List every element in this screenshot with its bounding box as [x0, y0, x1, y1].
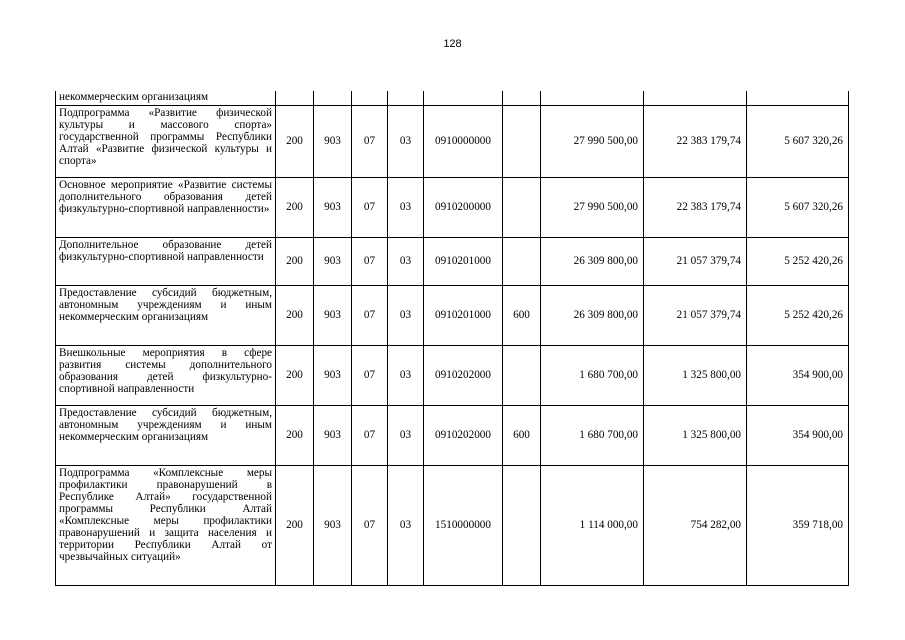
budget-table: [55, 91, 849, 586]
cell-code: 903: [314, 345, 352, 405]
cell-expense-type: [503, 105, 541, 177]
cell-amount-executed: 754 282,00: [644, 465, 747, 585]
cell-code: 903: [314, 465, 352, 585]
table-row: [56, 465, 849, 585]
cell-rz: 200: [276, 405, 314, 465]
cell-section: 07: [352, 105, 388, 177]
cell-section: 07: [352, 405, 388, 465]
row-name-cell: Внешкольные мероприятия в сфере развития системы дополнительного образования детей физкультурно-спортивной направленности: [56, 345, 276, 405]
table-body: [56, 91, 849, 585]
cell-code: 903: [314, 105, 352, 177]
table-row: [56, 237, 849, 285]
cell-amount-executed: 1 325 800,00: [644, 345, 747, 405]
cell-target-article: 0910000000: [424, 105, 503, 177]
cell-expense-type: [503, 177, 541, 237]
cell-amount-planned: 1 680 700,00: [541, 405, 644, 465]
cell-amount-planned: 1 680 700,00: [541, 345, 644, 405]
row-name-cell: Дополнительное образование детей физкультурно-спортивной направленности: [56, 237, 276, 285]
cell-rz: 200: [276, 177, 314, 237]
cell-target-article: 0910201000: [424, 237, 503, 285]
continuation-row: [56, 91, 849, 105]
cell-section: 07: [352, 345, 388, 405]
cell-amount-planned: 26 309 800,00: [541, 237, 644, 285]
cell-subsection: 03: [388, 105, 424, 177]
cell-amount-planned: 27 990 500,00: [541, 177, 644, 237]
cell-subsection: 03: [388, 237, 424, 285]
cell-expense-type: [503, 465, 541, 585]
cell-amount-planned: 27 990 500,00: [541, 105, 644, 177]
cell-section: 07: [352, 285, 388, 345]
table-row: [56, 285, 849, 345]
cell-target-article: 0910202000: [424, 345, 503, 405]
row-name-cell: Предоставление субсидий бюджетным, автономным учреждениям и иным некоммерческим организациям: [56, 285, 276, 345]
cell-section: 07: [352, 177, 388, 237]
cell-rz: 200: [276, 465, 314, 585]
cell-rz: 200: [276, 345, 314, 405]
row-name-cell: Предоставление субсидий бюджетным, автономным учреждениям и иным некоммерческим организациям: [56, 405, 276, 465]
cell-subsection: 03: [388, 285, 424, 345]
cell-amount-remaining: 5 252 420,26: [747, 237, 849, 285]
cell-target-article: 0910201000: [424, 285, 503, 345]
cell-expense-type: [503, 345, 541, 405]
cell-code: 903: [314, 405, 352, 465]
cell-amount-remaining: 359 718,00: [747, 465, 849, 585]
table-row: [56, 105, 849, 177]
cell-subsection: 03: [388, 177, 424, 237]
cell-expense-type: 600: [503, 405, 541, 465]
cell-expense-type: [503, 237, 541, 285]
table-row: [56, 345, 849, 405]
cell-rz: 200: [276, 105, 314, 177]
cell-subsection: 03: [388, 465, 424, 585]
cell-code: 903: [314, 177, 352, 237]
cell-amount-executed: 21 057 379,74: [644, 237, 747, 285]
cell-amount-executed: 21 057 379,74: [644, 285, 747, 345]
row-name-cell: Подпрограмма «Комплексные меры профилактики правонарушений в Республике Алтай» государственной программы Республики Алтай «Комплексные меры профилактики правонарушений и защита населения и территории Республики Алтай от чрезвычайных ситуаций»: [56, 465, 276, 585]
cell-amount-planned: 1 114 000,00: [541, 465, 644, 585]
cell-target-article: 0910200000: [424, 177, 503, 237]
cell-code: 903: [314, 237, 352, 285]
cell-target-article: 1510000000: [424, 465, 503, 585]
cell-amount-remaining: 354 900,00: [747, 405, 849, 465]
cell-amount-executed: 22 383 179,74: [644, 105, 747, 177]
cell-rz: 200: [276, 285, 314, 345]
row-name-cell: Подпрограмма «Развитие физической культуры и массового спорта» государственной программы Республики Алтай «Развитие физической культуры и спорта»: [56, 105, 276, 177]
cell-subsection: 03: [388, 405, 424, 465]
table-row: [56, 177, 849, 237]
cell-amount-remaining: 5 607 320,26: [747, 177, 849, 237]
cell-amount-remaining: 354 900,00: [747, 345, 849, 405]
cell-expense-type: 600: [503, 285, 541, 345]
row-name-cell: Основное мероприятие «Развитие системы дополнительного образования детей физкультурно-спортивной направленности»: [56, 177, 276, 237]
cell-section: 07: [352, 465, 388, 585]
cell-amount-executed: 22 383 179,74: [644, 177, 747, 237]
cell-rz: 200: [276, 237, 314, 285]
cell-amount-planned: 26 309 800,00: [541, 285, 644, 345]
cell-amount-remaining: 5 607 320,26: [747, 105, 849, 177]
cell-section: 07: [352, 237, 388, 285]
page-number: 128: [443, 38, 462, 50]
cell-target-article: 0910202000: [424, 405, 503, 465]
table-row: [56, 405, 849, 465]
cell-subsection: 03: [388, 345, 424, 405]
cell-amount-executed: 1 325 800,00: [644, 405, 747, 465]
continuation-cell: некоммерческим организациям: [56, 91, 276, 105]
cell-code: 903: [314, 285, 352, 345]
cell-amount-remaining: 5 252 420,26: [747, 285, 849, 345]
